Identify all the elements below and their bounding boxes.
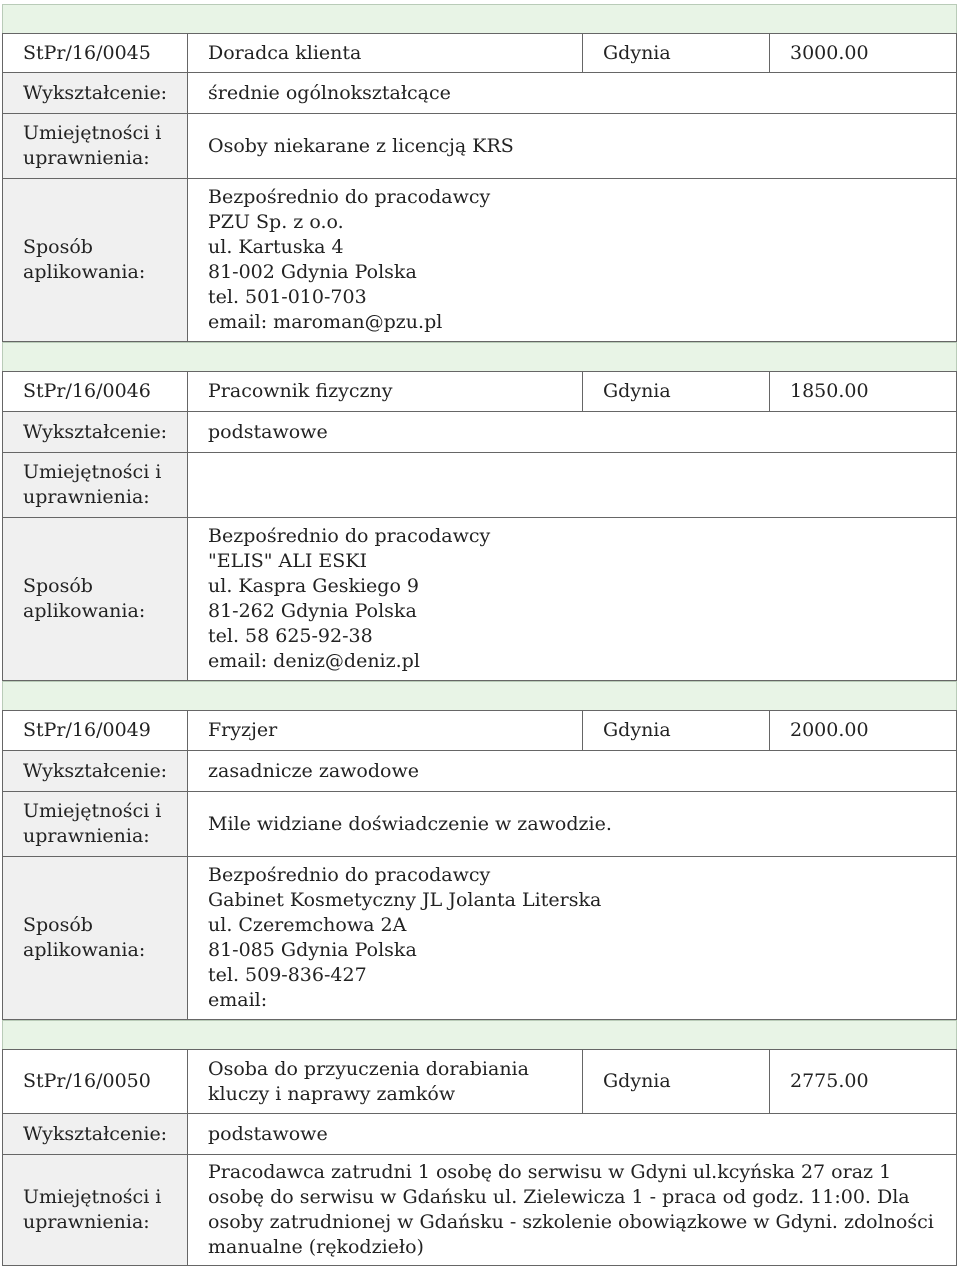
- apply-value: Bezpośrednio do pracodawcy "ELIS" ALI ESKI ul. Kaspra Geskiego 9 81-262 Gdynia Polska tel. 58 625-92-38 email: deniz@deniz.pl: [208, 525, 491, 672]
- apply-label: Sposób aplikowania:: [3, 518, 188, 680]
- skills-label: Umiejętności i uprawnienia:: [3, 114, 188, 178]
- education-value: podstawowe: [208, 420, 328, 443]
- job-city: Gdynia: [583, 372, 770, 411]
- skills-row: [2, 452, 957, 518]
- education-label: Wykształcenie:: [3, 1114, 188, 1154]
- job-salary: 2000.00: [790, 719, 869, 741]
- skills-row: [2, 1154, 957, 1266]
- skills-value: [188, 453, 956, 517]
- job-city: Gdynia: [583, 711, 770, 750]
- education-value: zasadnicze zawodowe: [208, 759, 419, 782]
- skills-row: [2, 791, 957, 857]
- education-label: Wykształcenie:: [3, 751, 188, 791]
- skills-value: Pracodawca zatrudni 1 osobę do serwisu w Gdyni ul.kcyńska 27 oraz 1 osobę do serwisu w Gdańsku ul. Zielewicza 1 - praca od godz. 11:00. Dla osoby zatrudnionej w Gdańsku - szkolenie obowiązkowe w Gdyni. zdolności manualne (rękodzieło): [208, 1161, 934, 1258]
- job-header-row: [2, 1049, 957, 1114]
- education-row: [2, 750, 957, 792]
- skills-row: [2, 113, 957, 179]
- job-city: Gdynia: [583, 1050, 770, 1113]
- job-title: Pracownik fizyczny: [188, 372, 583, 411]
- skills-label: Umiejętności i uprawnienia:: [3, 792, 188, 856]
- education-label: Wykształcenie:: [3, 412, 188, 452]
- separator-band: [2, 681, 957, 711]
- job-salary: 1850.00: [790, 380, 869, 402]
- education-row: [2, 72, 957, 114]
- apply-row: [2, 856, 957, 1020]
- education-row: [2, 1113, 957, 1155]
- job-id: StPr/16/0050: [3, 1050, 188, 1113]
- job-header-row: [2, 33, 957, 73]
- job-header-row: [2, 710, 957, 751]
- separator-band: [2, 4, 957, 34]
- job-id: StPr/16/0049: [3, 711, 188, 750]
- education-value: podstawowe: [208, 1122, 328, 1145]
- separator-band: [2, 1020, 957, 1050]
- job-id: StPr/16/0046: [3, 372, 188, 411]
- apply-label: Sposób aplikowania:: [3, 857, 188, 1019]
- education-row: [2, 411, 957, 453]
- separator-band: [2, 342, 957, 372]
- job-header-row: [2, 371, 957, 412]
- apply-row: [2, 178, 957, 342]
- apply-row: [2, 517, 957, 681]
- education-label: Wykształcenie:: [3, 73, 188, 113]
- job-title: Fryzjer: [188, 711, 583, 750]
- job-id: StPr/16/0045: [3, 34, 188, 72]
- job-title: Osoba do przyuczenia dorabiania kluczy i naprawy zamków: [188, 1050, 583, 1113]
- job-salary: 3000.00: [790, 41, 869, 64]
- education-value: średnie ogólnokształcące: [208, 81, 451, 104]
- skills-label: Umiejętności i uprawnienia:: [3, 1155, 188, 1265]
- apply-value: Bezpośrednio do pracodawcy PZU Sp. z o.o. ul. Kartuska 4 81-002 Gdynia Polska tel. 501-010-703 email: maroman@pzu.pl: [208, 186, 491, 333]
- job-city: Gdynia: [583, 34, 770, 72]
- job-title: Doradca klienta: [188, 34, 583, 72]
- apply-label: Sposób aplikowania:: [3, 179, 188, 341]
- skills-value: Osoby niekarane z licencją KRS: [208, 134, 514, 157]
- skills-label: Umiejętności i uprawnienia:: [3, 453, 188, 517]
- skills-value: Mile widziane doświadczenie w zawodzie.: [208, 812, 612, 835]
- job-salary: 2775.00: [790, 1070, 869, 1092]
- apply-value: Bezpośrednio do pracodawcy Gabinet Kosmetyczny JL Jolanta Literska ul. Czeremchowa 2A 81-085 Gdynia Polska tel. 509-836-427 email:: [208, 864, 602, 1011]
